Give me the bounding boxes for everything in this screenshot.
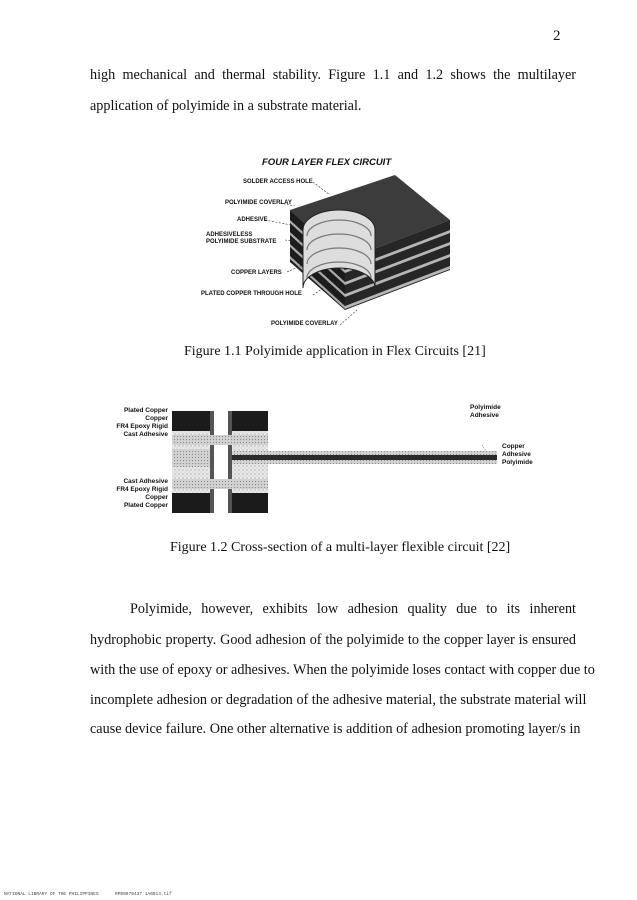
label-adhesive-right-top: Adhesive <box>470 412 499 419</box>
via-hole <box>214 411 228 513</box>
figure1-caption: Figure 1.1 Polyimide application in Flex Circuits [21] <box>184 344 486 359</box>
body-line-2: hydrophobic property. Good adhesion of the polyimide to the copper layer is ensured <box>90 632 576 648</box>
label-adhesive: ADHESIVE <box>237 217 268 223</box>
body-line-3: with the use of epoxy or adhesives. When the polyimide loses contact with copper due to <box>90 662 595 678</box>
body-line-4: incomplete adhesion or degradation of the adhesive material, the substrate material will <box>90 692 587 708</box>
label-fr4-bottom: FR4 Epoxy Rigid <box>116 486 168 493</box>
label-polyimide-coverlay-bottom: POLYIMIDE COVERLAY <box>271 321 338 327</box>
footer-library: NATIONAL LIBRARY OF THE PHILIPPINES <box>4 892 99 897</box>
flex-copper <box>232 455 497 460</box>
left-top-labels <box>90 407 168 439</box>
body-line-5: cause device failure. One other alternative is addition of adhesion promoting layer/s in <box>90 721 581 737</box>
label-polyimide-right-top: Polyimide <box>470 404 501 411</box>
label-adhesiveless: ADHESIVELESS <box>206 232 253 238</box>
page-number: 2 <box>553 28 561 44</box>
right-bottom-labels <box>502 443 533 467</box>
intro-line-2: application of polyimide in a substrate material. <box>90 98 362 114</box>
label-cast-adhesive-top: Cast Adhesive <box>123 431 168 438</box>
figure2-diagram <box>170 405 500 525</box>
plated-copper-top-right <box>232 411 268 431</box>
figure2-caption: Figure 1.2 Cross-section of a multi-layer flexible circuit [22] <box>170 540 511 555</box>
footer-file: RP00070437 1A0014.tif <box>115 892 172 897</box>
label-plated-through-hole: PLATED COPPER THROUGH HOLE <box>201 291 302 297</box>
flex-adhesive-top <box>232 451 497 455</box>
left-bottom-labels <box>90 478 168 510</box>
label-plated-copper-bottom: Plated Copper <box>123 502 168 509</box>
intro-line-1: high mechanical and thermal stability. Figure 1.1 and 1.2 shows the multilayer <box>90 67 576 83</box>
label-polyimide-coverlay-top: POLYIMIDE COVERLAY <box>225 200 292 206</box>
label-copper-layers: COPPER LAYERS <box>231 270 282 276</box>
plated-copper-bottom-left <box>172 493 210 513</box>
label-polyimide-substrate: POLYIMIDE SUBSTRATE <box>206 239 277 245</box>
label-copper-top: Copper <box>145 415 168 422</box>
label-cast-adhesive-bottom: Cast Adhesive <box>123 478 168 485</box>
figure1-diagram <box>195 170 455 335</box>
label-adhesive-right: Adhesive <box>502 451 531 458</box>
label-solder-access-hole: SOLDER ACCESS HOLE <box>243 179 313 185</box>
figure1-title: FOUR LAYER FLEX CIRCUIT <box>262 157 392 168</box>
label-polyimide-right: Polyimide <box>502 459 533 466</box>
label-copper-right: Copper <box>502 443 525 450</box>
label-fr4-top: FR4 Epoxy Rigid <box>116 423 168 430</box>
plated-copper-top-left <box>172 411 210 431</box>
label-plated-copper-top: Plated Copper <box>123 407 168 414</box>
label-copper-bottom: Copper <box>145 494 168 501</box>
flex-polyimide <box>232 460 497 464</box>
plated-copper-bottom-right <box>232 493 268 513</box>
right-top-labels <box>470 404 501 420</box>
body-line-1: Polyimide, however, exhibits low adhesion quality due to its inherent <box>130 601 576 617</box>
